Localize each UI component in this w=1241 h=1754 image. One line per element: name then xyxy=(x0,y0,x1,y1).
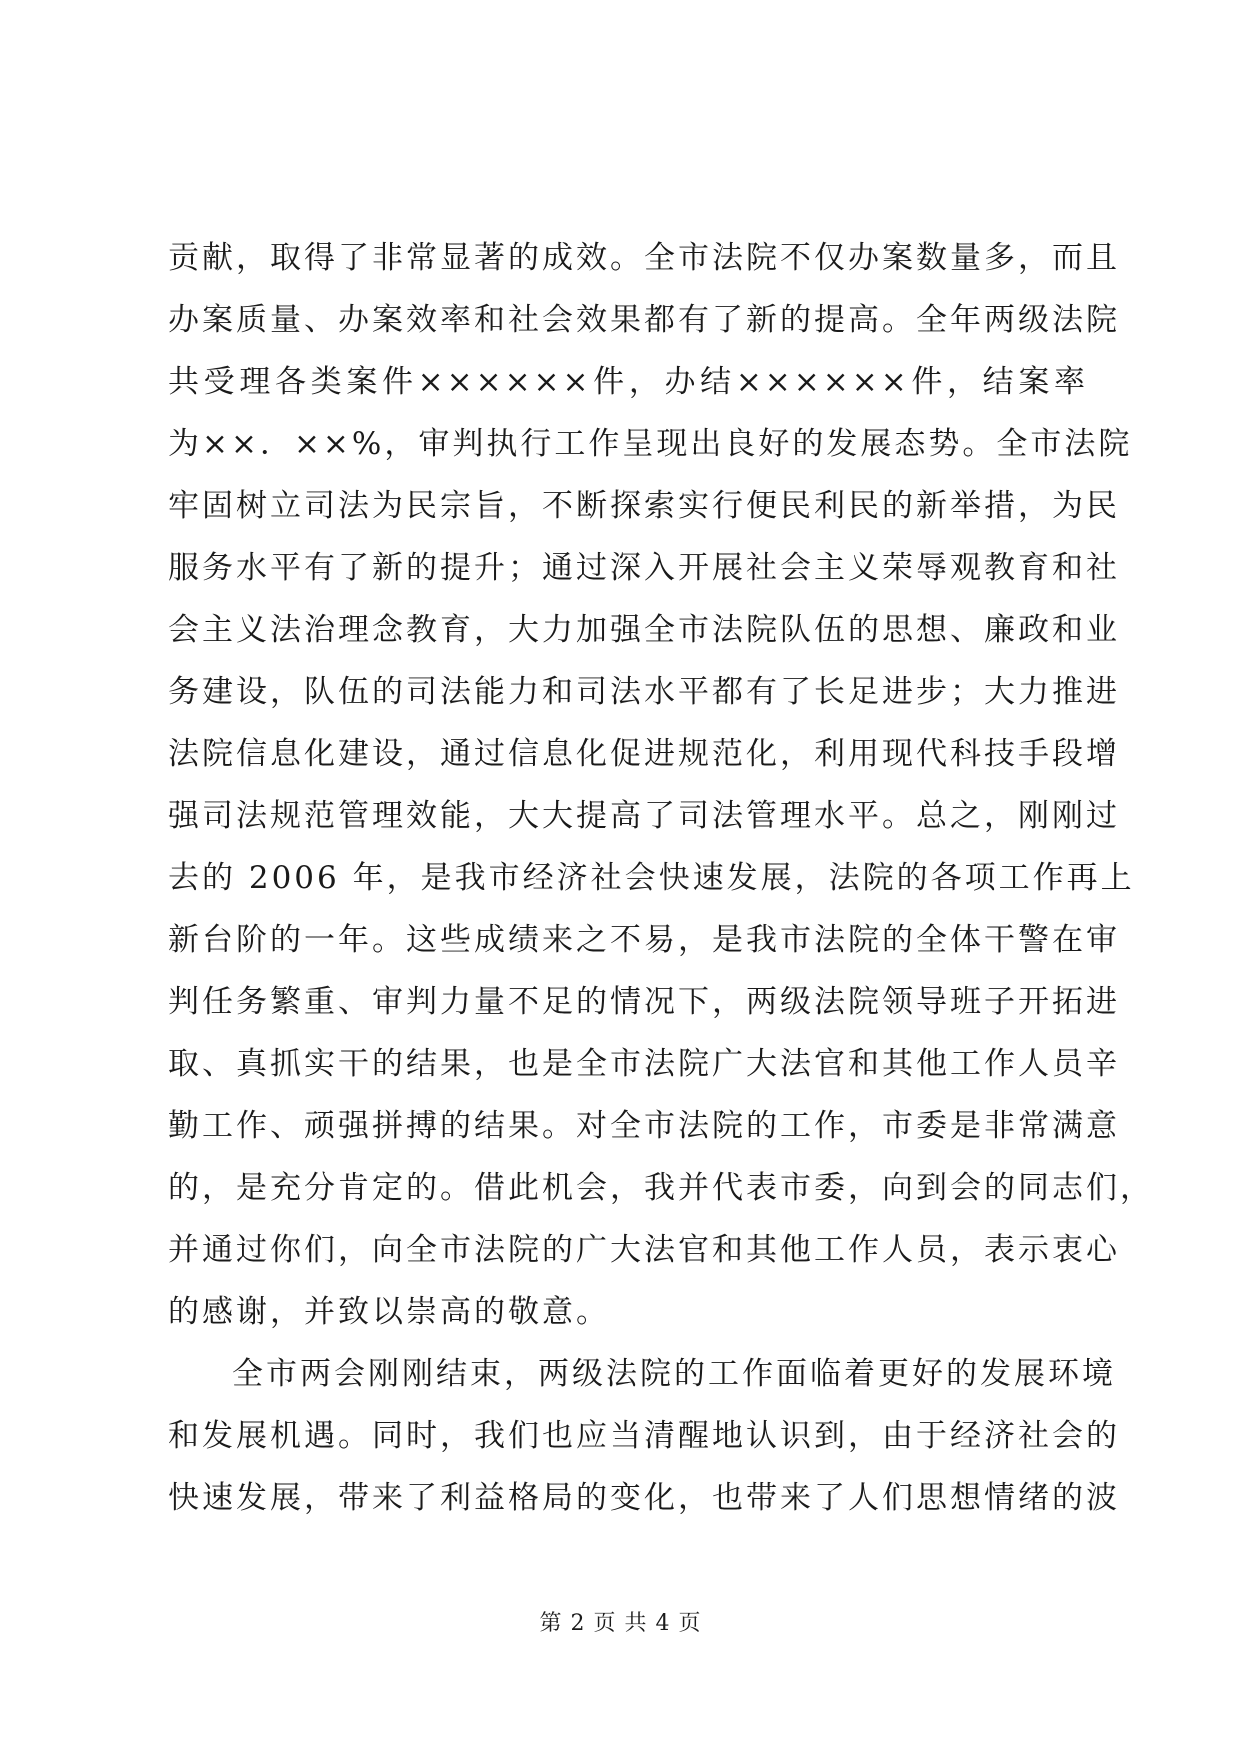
body-text xyxy=(168,227,1154,1529)
text-line: 共受理各类案件××××××件，办结××××××件，结案率 xyxy=(168,364,1088,400)
text-line: 为××．××%，审判执行工作呈现出良好的发展态势。全市法院 xyxy=(168,426,1133,462)
text-line: 勤工作、顽强拼搏的结果。对全市法院的工作，市委是非常满意 xyxy=(168,1108,1120,1144)
text-line: 服务水平有了新的提升；通过深入开展社会主义荣辱观教育和社 xyxy=(168,550,1120,586)
text-line: 去的 2006 年，是我市经济社会快速发展，法院的各项工作再上 xyxy=(168,860,1135,896)
text-line: 牢固树立司法为民宗旨，不断探索实行便民利民的新举措，为民 xyxy=(168,488,1120,524)
text-line: 会主义法治理念教育，大力加强全市法院队伍的思想、廉政和业 xyxy=(168,612,1120,648)
page-footer: 第 2 页 共 4 页 xyxy=(539,1611,702,1636)
text-line: 办案质量、办案效率和社会效果都有了新的提高。全年两级法院 xyxy=(168,302,1120,338)
paragraph-2 xyxy=(168,1343,1120,1529)
text-line: 贡献，取得了非常显著的成效。全市法院不仅办案数量多，而且 xyxy=(168,240,1120,276)
text-line: 的感谢，并致以崇高的敬意。 xyxy=(168,1294,610,1330)
text-line: 新台阶的一年。这些成绩来之不易，是我市法院的全体干警在审 xyxy=(168,922,1120,958)
text-line: 和发展机遇。同时，我们也应当清醒地认识到，由于经济社会的 xyxy=(168,1418,1120,1454)
text-line: 取、真抓实干的结果，也是全市法院广大法官和其他工作人员辛 xyxy=(168,1046,1120,1082)
text-line: 全市两会刚刚结束，两级法院的工作面临着更好的发展环境 xyxy=(232,1356,1116,1392)
text-line: 强司法规范管理效能，大大提高了司法管理水平。总之，刚刚过 xyxy=(168,798,1120,834)
text-line: 的，是充分肯定的。借此机会，我并代表市委，向到会的同志们， xyxy=(168,1170,1154,1206)
text-line: 快速发展，带来了利益格局的变化，也带来了人们思想情绪的波 xyxy=(168,1480,1120,1516)
text-line: 法院信息化建设，通过信息化促进规范化，利用现代科技手段增 xyxy=(168,736,1120,772)
text-line: 判任务繁重、审判力量不足的情况下，两级法院领导班子开拓进 xyxy=(168,984,1120,1020)
text-line: 并通过你们，向全市法院的广大法官和其他工作人员，表示衷心 xyxy=(168,1232,1120,1268)
paragraph-1 xyxy=(168,227,1154,1343)
text-line: 务建设，队伍的司法能力和司法水平都有了长足进步；大力推进 xyxy=(168,674,1120,710)
